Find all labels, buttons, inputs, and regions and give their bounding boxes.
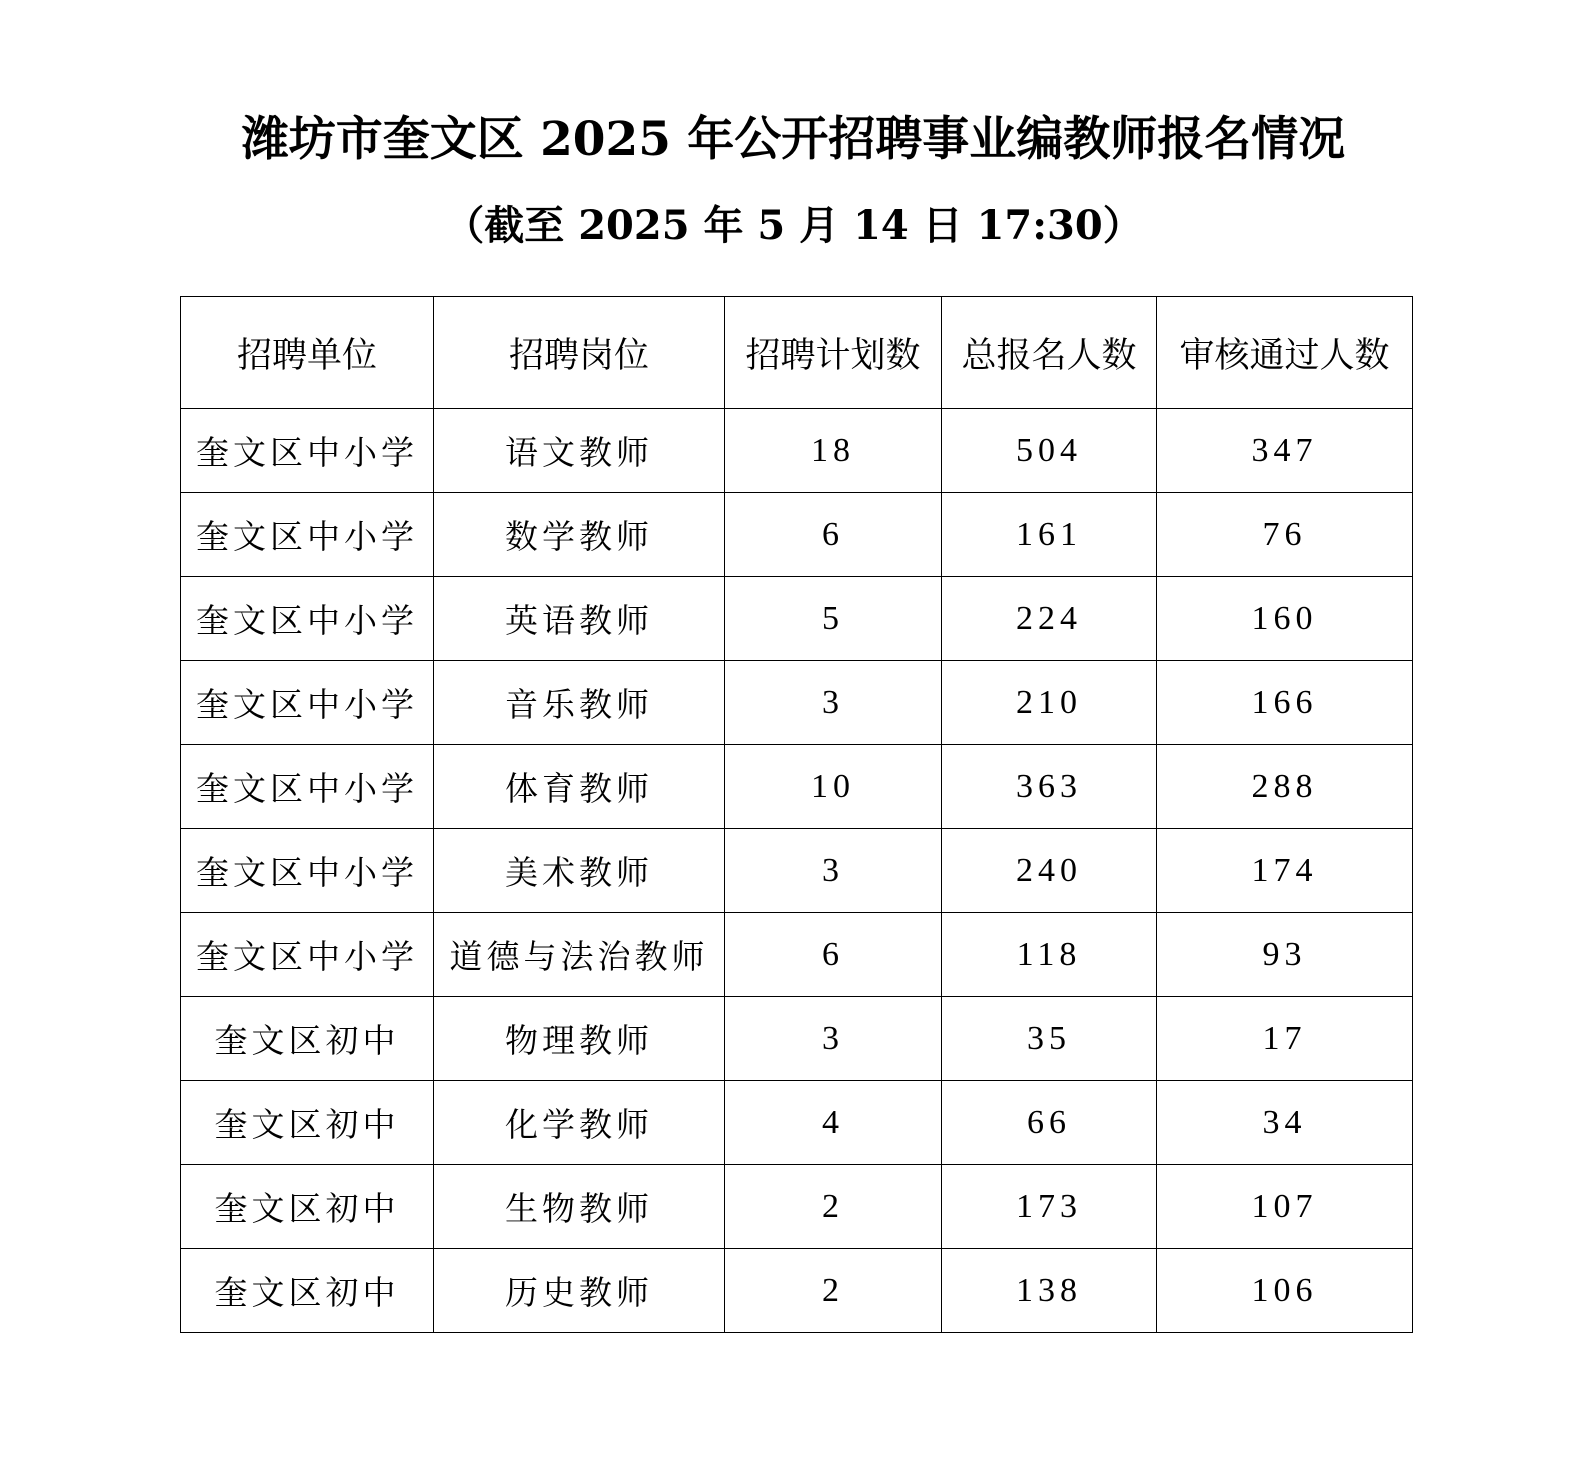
header-approved-count: 审核通过人数 (1157, 297, 1413, 409)
table-row (181, 661, 1413, 745)
cell-unit: 奎文区中小学 (181, 493, 434, 577)
cell-unit: 奎文区中小学 (181, 409, 434, 493)
cell-planned: 2 (725, 1165, 942, 1249)
cell-unit: 奎文区中小学 (181, 829, 434, 913)
cell-unit: 奎文区初中 (181, 1165, 434, 1249)
table-header-row (181, 297, 1413, 409)
cell-planned: 3 (725, 829, 942, 913)
cell-position: 音乐教师 (434, 661, 725, 745)
cell-applicants: 161 (942, 493, 1157, 577)
table-row (181, 493, 1413, 577)
cell-planned: 18 (725, 409, 942, 493)
table-header (181, 297, 1413, 409)
cell-applicants: 504 (942, 409, 1157, 493)
cell-unit: 奎文区中小学 (181, 661, 434, 745)
cell-planned: 3 (725, 661, 942, 745)
cell-applicants: 35 (942, 997, 1157, 1081)
table-body (181, 409, 1413, 1333)
cell-applicants: 363 (942, 745, 1157, 829)
cell-approved: 17 (1157, 997, 1413, 1081)
header-position: 招聘岗位 (434, 297, 725, 409)
cell-applicants: 210 (942, 661, 1157, 745)
table-row (181, 913, 1413, 997)
table-row (181, 1081, 1413, 1165)
cell-applicants: 66 (942, 1081, 1157, 1165)
cell-position: 美术教师 (434, 829, 725, 913)
document-subtitle: （截至 2025 年 5 月 14 日 17:30） (444, 202, 1143, 249)
cell-unit: 奎文区初中 (181, 1249, 434, 1333)
cell-position: 数学教师 (434, 493, 725, 577)
registration-table (180, 296, 1413, 1333)
cell-position: 英语教师 (434, 577, 725, 661)
cell-unit: 奎文区中小学 (181, 913, 434, 997)
cell-approved: 166 (1157, 661, 1413, 745)
cell-planned: 6 (725, 913, 942, 997)
cell-planned: 5 (725, 577, 942, 661)
cell-approved: 34 (1157, 1081, 1413, 1165)
cell-unit: 奎文区初中 (181, 1081, 434, 1165)
header-recruiting-unit: 招聘单位 (181, 297, 434, 409)
cell-planned: 10 (725, 745, 942, 829)
cell-approved: 93 (1157, 913, 1413, 997)
cell-position: 道德与法治教师 (434, 913, 725, 997)
cell-position: 物理教师 (434, 997, 725, 1081)
table-row (181, 829, 1413, 913)
cell-approved: 160 (1157, 577, 1413, 661)
cell-position: 生物教师 (434, 1165, 725, 1249)
cell-unit: 奎文区中小学 (181, 577, 434, 661)
cell-approved: 288 (1157, 745, 1413, 829)
cell-approved: 347 (1157, 409, 1413, 493)
table-row (181, 997, 1413, 1081)
cell-applicants: 138 (942, 1249, 1157, 1333)
header-total-applicants: 总报名人数 (942, 297, 1157, 409)
cell-applicants: 173 (942, 1165, 1157, 1249)
cell-applicants: 240 (942, 829, 1157, 913)
table-row (181, 577, 1413, 661)
cell-planned: 6 (725, 493, 942, 577)
cell-planned: 3 (725, 997, 942, 1081)
cell-approved: 76 (1157, 493, 1413, 577)
cell-unit: 奎文区初中 (181, 997, 434, 1081)
cell-applicants: 118 (942, 913, 1157, 997)
cell-position: 化学教师 (434, 1081, 725, 1165)
table-row (181, 1165, 1413, 1249)
table-row (181, 745, 1413, 829)
cell-position: 体育教师 (434, 745, 725, 829)
header-planned-count: 招聘计划数 (725, 297, 942, 409)
cell-approved: 106 (1157, 1249, 1413, 1333)
document-title: 潍坊市奎文区 2025 年公开招聘事业编教师报名情况 (241, 112, 1346, 167)
cell-planned: 4 (725, 1081, 942, 1165)
cell-planned: 2 (725, 1249, 942, 1333)
cell-position: 语文教师 (434, 409, 725, 493)
cell-approved: 107 (1157, 1165, 1413, 1249)
cell-position: 历史教师 (434, 1249, 725, 1333)
cell-applicants: 224 (942, 577, 1157, 661)
cell-approved: 174 (1157, 829, 1413, 913)
cell-unit: 奎文区中小学 (181, 745, 434, 829)
table-row (181, 409, 1413, 493)
table-row (181, 1249, 1413, 1333)
